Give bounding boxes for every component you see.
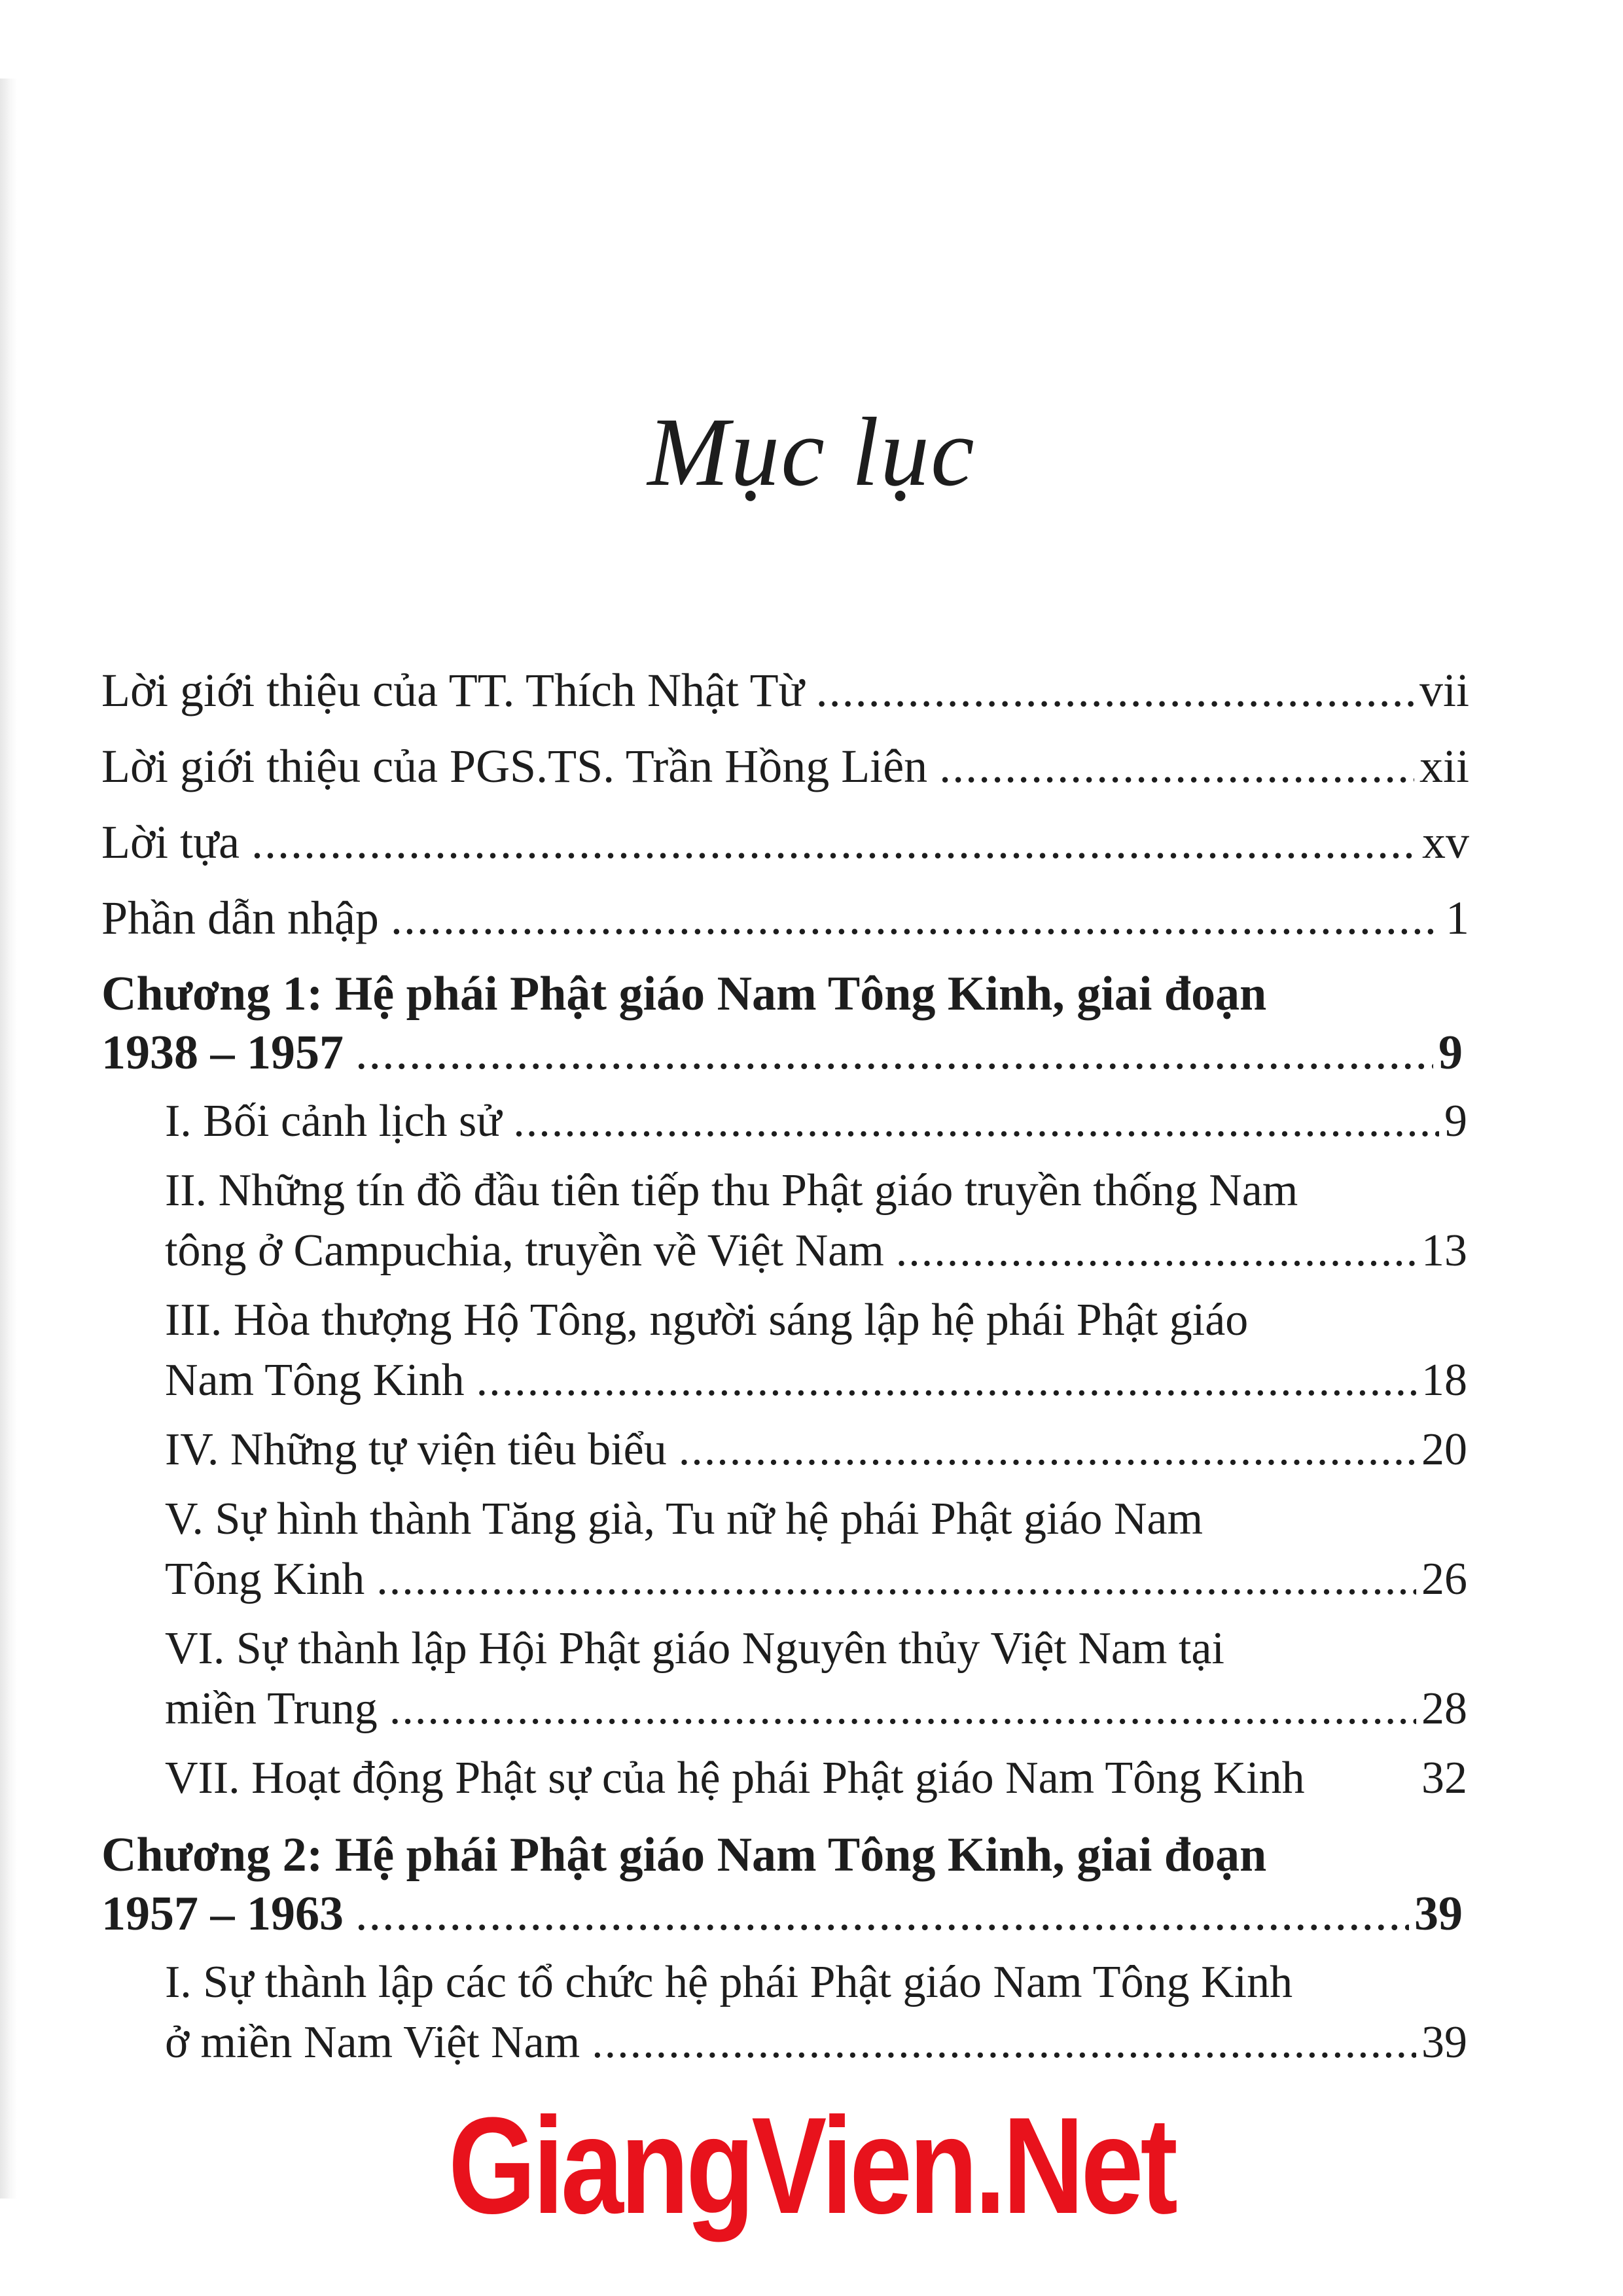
toc-section-entry (165, 1290, 1467, 1411)
toc-chapter-entry (101, 1826, 1463, 1943)
toc-entry-title-line: Chương 2: Hệ phái Phật giáo Nam Tông Kinh, giai đoạn (101, 1828, 1267, 1882)
toc-page-number: xii (1419, 740, 1469, 792)
toc-entry-title: Phần dẫn nhập (101, 892, 379, 944)
toc-section-entry (165, 1091, 1467, 1152)
toc-entry (101, 737, 1469, 796)
toc-page-number: 28 (1421, 1684, 1467, 1734)
toc-entry-title: Lời tựa (101, 816, 240, 868)
toc-entry-title-line: I. Sự thành lập các tổ chức hệ phái Phật giáo Nam Tông Kinh (165, 1957, 1293, 2007)
toc-entry-title: IV. Những tự viện tiêu biểu (165, 1424, 667, 1475)
dot-leader (513, 1091, 1439, 1152)
toc-entry-title: VII. Hoạt động Phật sự của hệ phái Phật giáo Nam Tông Kinh (165, 1753, 1305, 1803)
dot-leader (816, 661, 1414, 720)
dot-leader (476, 1351, 1416, 1411)
toc-entry (101, 661, 1469, 720)
toc-page-number: 26 (1421, 1554, 1467, 1604)
toc-chapter-entry (101, 964, 1463, 1082)
dot-leader (376, 1549, 1416, 1610)
watermark-logo: GiangVien.Net (448, 2089, 1175, 2242)
toc-entry-title: ở miền Nam Việt Nam (165, 2017, 580, 2068)
toc-entry-title: Tông Kinh (165, 1554, 365, 1604)
toc-entry-title-line: V. Sự hình thành Tăng già, Tu nữ hệ phái Phật giáo Nam (165, 1494, 1204, 1544)
toc-page-number: 13 (1421, 1226, 1467, 1276)
toc-page-number: 9 (1438, 1026, 1463, 1080)
toc-page-number: 1 (1446, 892, 1469, 944)
toc-entry-title: miền Trung (165, 1684, 378, 1734)
dot-leader (896, 1221, 1416, 1281)
dot-leader (355, 1884, 1409, 1943)
toc-entry (101, 889, 1469, 947)
toc-entry-title: Nam Tông Kinh (165, 1355, 465, 1405)
toc-entry-title: tông ở Campuchia, truyền về Việt Nam (165, 1226, 884, 1276)
toc-entry-title-line: II. Những tín đồ đầu tiên tiếp thu Phật giáo truyền thống Nam (165, 1165, 1298, 1216)
dot-leader (355, 1023, 1433, 1082)
dot-leader (251, 813, 1417, 872)
toc-entry-title: 1938 – 1957 (101, 1026, 344, 1080)
toc-entry-title: Lời giới thiệu của PGS.TS. Trần Hồng Liên (101, 740, 928, 792)
toc-section-entry (165, 1619, 1467, 1739)
toc-page-number: 39 (1414, 1887, 1463, 1941)
dot-leader (939, 737, 1414, 796)
toc-page-number: 20 (1421, 1424, 1467, 1475)
toc-page-number: 18 (1421, 1355, 1467, 1405)
toc-section-entry (165, 1420, 1467, 1480)
toc-entry-title: Lời giới thiệu của TT. Thích Nhật Từ (101, 664, 804, 716)
toc-page-number: xv (1422, 816, 1469, 868)
toc-section-entry (165, 1748, 1467, 1809)
dot-leader (389, 1679, 1416, 1739)
dot-leader (391, 889, 1440, 947)
toc-section-entry (165, 1952, 1467, 2073)
toc-page-number: 32 (1421, 1753, 1467, 1803)
toc-entry (101, 813, 1469, 872)
toc-section-entry (165, 1489, 1467, 1610)
toc-page-number: vii (1419, 664, 1469, 716)
toc-entry-title-line: Chương 1: Hệ phái Phật giáo Nam Tông Kinh, giai đoạn (101, 967, 1267, 1021)
toc-entry-title: I. Bối cảnh lịch sử (165, 1096, 502, 1146)
toc-entry-title-line: VI. Sự thành lập Hội Phật giáo Nguyên thủy Việt Nam tại (165, 1623, 1224, 1674)
dot-leader (679, 1420, 1416, 1480)
toc-page-number: 39 (1421, 2017, 1467, 2068)
toc-section-entry (165, 1161, 1467, 1281)
toc-page-number: 9 (1444, 1096, 1467, 1146)
page-title: Mục lục (647, 397, 976, 506)
table-of-contents (101, 661, 1476, 2073)
dot-leader (592, 2013, 1416, 2073)
toc-entry-title: 1957 – 1963 (101, 1887, 344, 1941)
toc-entry-title-line: III. Hòa thượng Hộ Tông, người sáng lập hệ phái Phật giáo (165, 1295, 1249, 1345)
